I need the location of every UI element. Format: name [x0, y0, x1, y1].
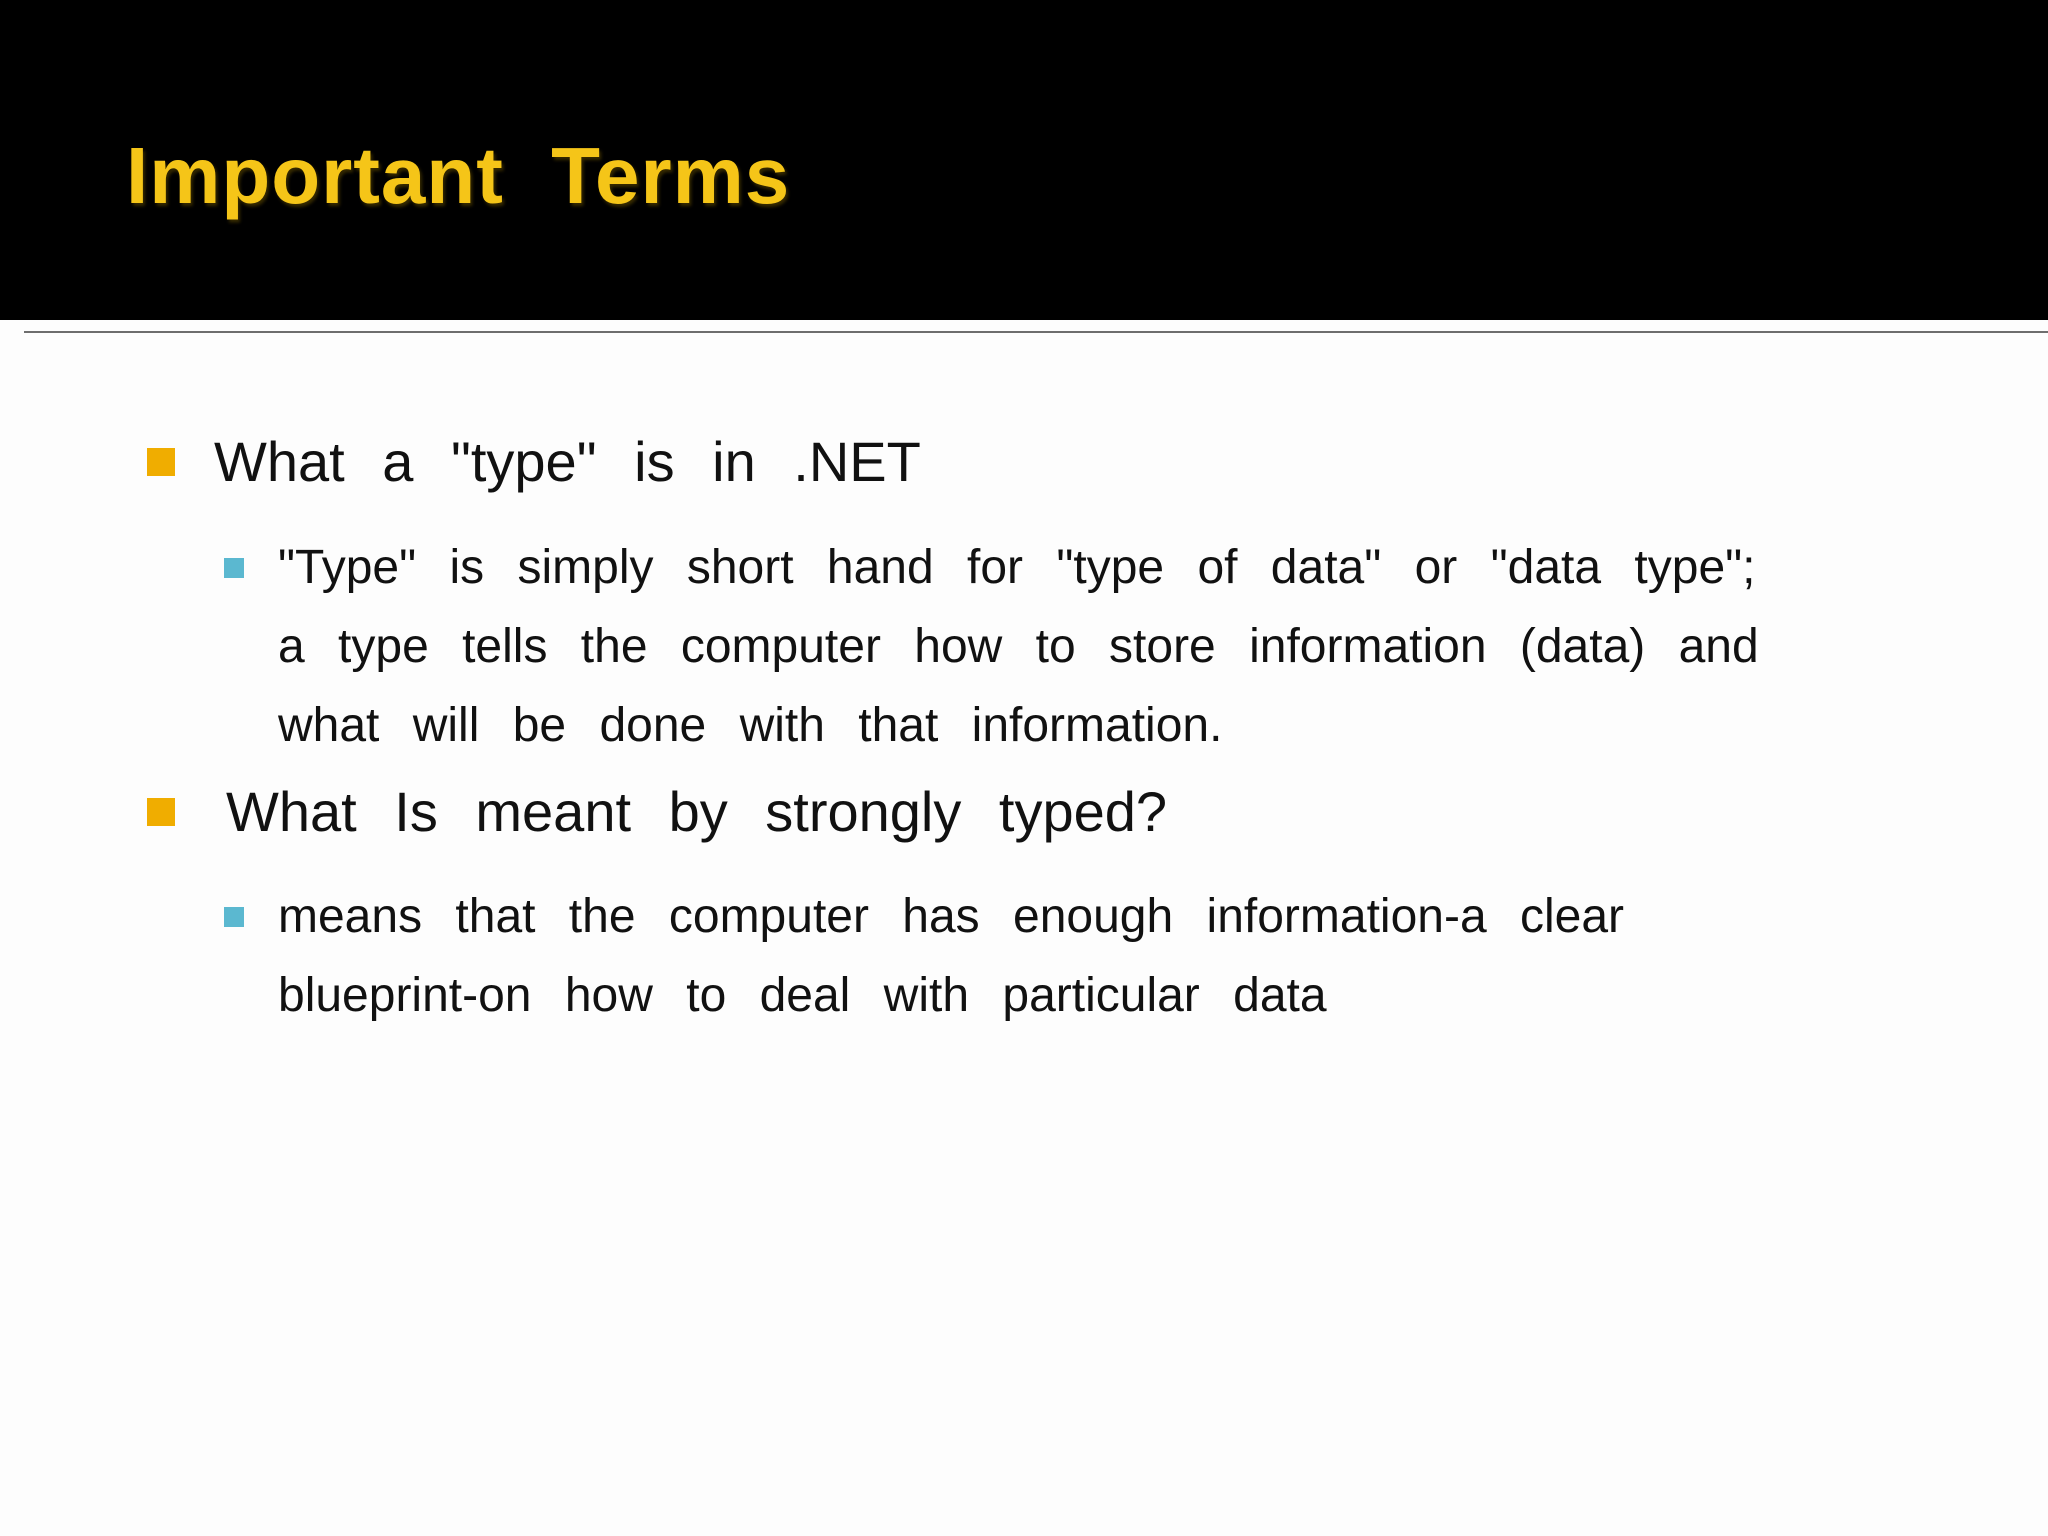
bullet-square-icon	[147, 448, 175, 476]
bullet-square-icon	[147, 798, 175, 826]
slide-title: Important Terms	[126, 131, 791, 220]
bullet-1-text: What a "type" is in .NET	[214, 430, 921, 493]
sub-bullet-1-line-1: "Type" is simply short hand for "type of data" or "data type";	[278, 541, 1756, 594]
sub-bullet-square-icon	[224, 558, 244, 578]
sub-bullet-1-line-3: what will be done with that information.	[278, 699, 1223, 752]
sub-bullet-square-icon	[224, 907, 244, 927]
sub-bullet-2-line-2: blueprint-on how to deal with particular data	[278, 969, 1327, 1022]
sub-bullet-2-line-1: means that the computer has enough information-a clear	[278, 890, 1625, 943]
bullet-2-text: What Is meant by strongly typed?	[226, 780, 1168, 843]
title-divider	[24, 331, 2048, 333]
title-banner	[0, 0, 2048, 320]
sub-bullet-1-line-2: a type tells the computer how to store information (data) and	[278, 620, 1759, 673]
